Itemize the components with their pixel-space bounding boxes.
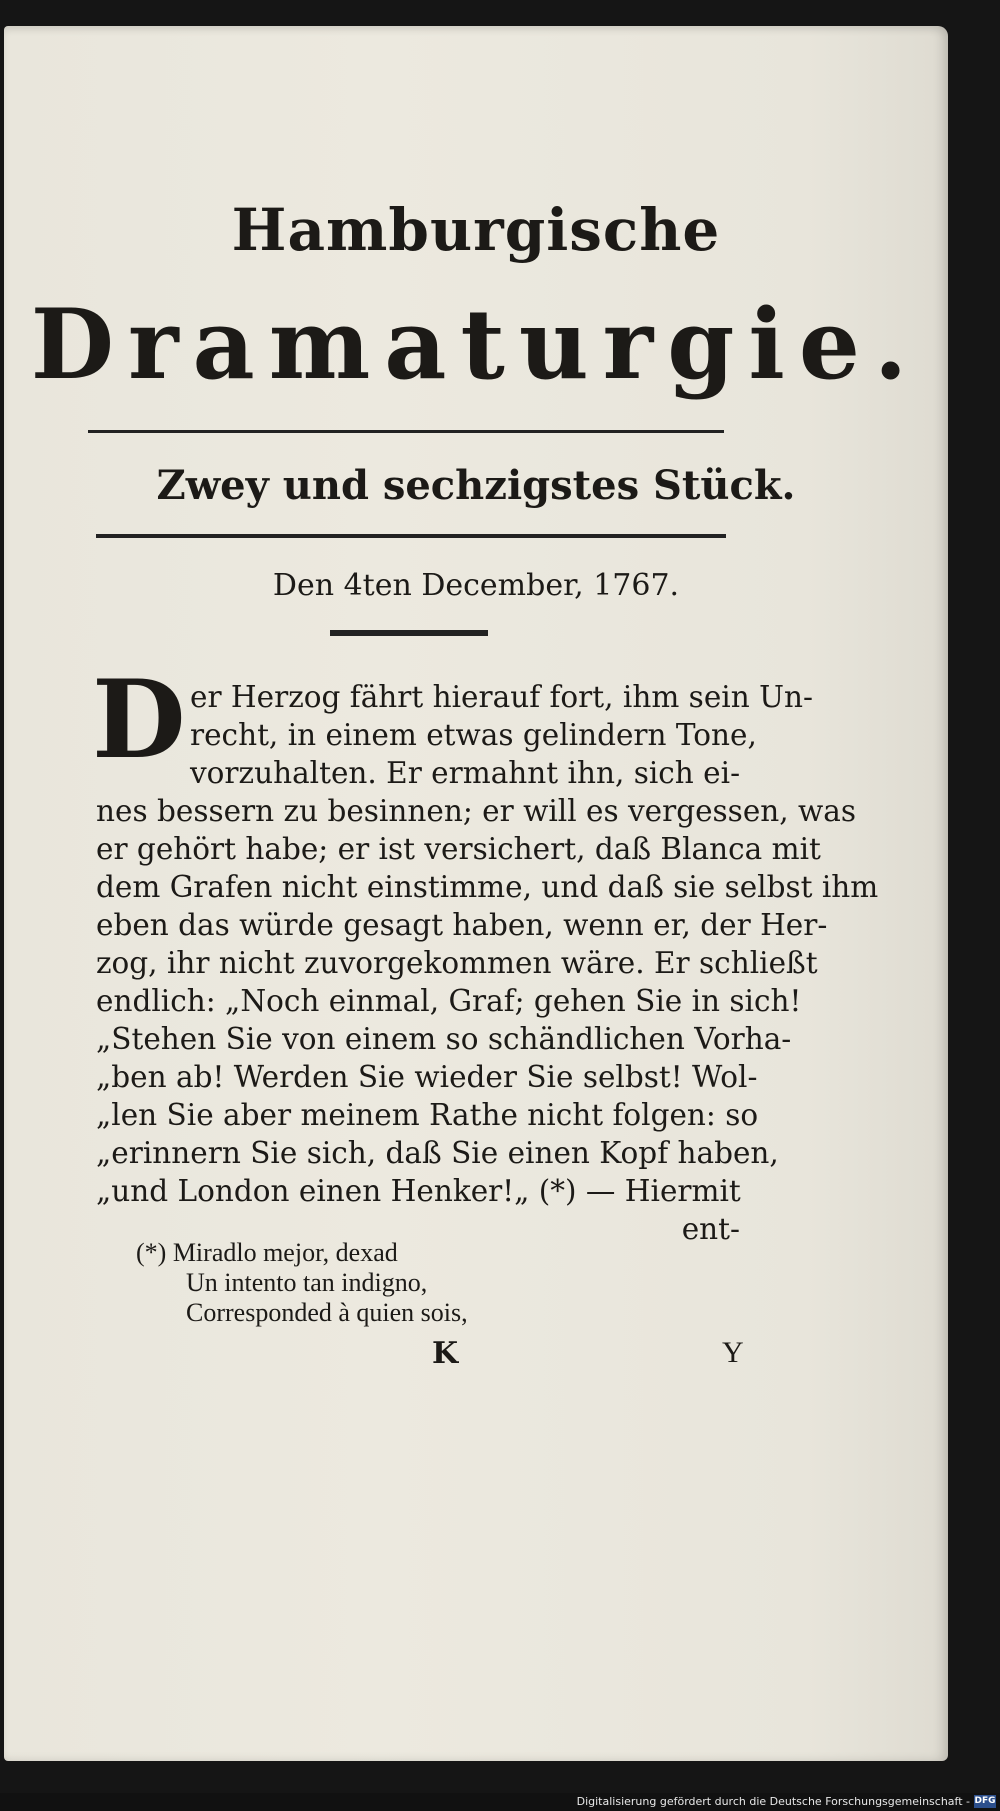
- body-line: „len Sie aber meinem Rathe nicht folgen: so: [96, 1098, 759, 1132]
- body-line: „erinnern Sie sich, daß Sie einen Kopf haben,: [96, 1136, 779, 1170]
- digitization-credit: Digitalisierung gefördert durch die Deutsche Forschungsgemeinschaft -: [576, 1795, 970, 1808]
- catchword: ent-: [681, 1212, 740, 1246]
- dfg-logo: DFG: [974, 1796, 996, 1806]
- middle-rule: [96, 534, 726, 538]
- body-line: endlich: „Noch einmal, Graf; gehen Sie in sich!: [96, 984, 802, 1018]
- top-rule: [88, 430, 724, 433]
- signature-letter: Y: [722, 1336, 744, 1369]
- body-line: eben das würde gesagt haben, wenn er, der Her-: [96, 908, 828, 942]
- body-line: dem Grafen nicht einstimme, und daß sie selbst ihm: [96, 870, 879, 904]
- issue-title: Zwey und sechzigstes Stück.: [156, 462, 796, 509]
- drop-cap: D: [92, 657, 186, 783]
- body-line: „ben ab! Werden Sie wieder Sie selbst! Wol-: [96, 1060, 758, 1094]
- body-line: er gehört habe; er ist versichert, daß Blanca mit: [96, 832, 821, 866]
- issue-date: Den 4ten December, 1767.: [272, 568, 680, 603]
- body-line: „und London einen Henker!„ (*) — Hiermit: [96, 1174, 741, 1208]
- book-page: [4, 26, 948, 1761]
- footnote-line: Corresponded à quien sois,: [186, 1298, 468, 1327]
- body-line: recht, in einem etwas gelindern Tone,: [190, 718, 757, 752]
- body-line: nes bessern zu besinnen; er will es vergessen, was: [96, 794, 857, 828]
- footnote-line: Un intento tan indigno,: [186, 1268, 428, 1297]
- ornament-rule: [330, 630, 488, 636]
- footnote-line: (*) Miradlo mejor, dexad: [136, 1238, 398, 1267]
- body-line: „Stehen Sie von einem so schändlichen Vorha-: [96, 1022, 792, 1056]
- body-line: vorzuhalten. Er ermahnt ihn, sich ei-: [190, 756, 741, 790]
- body-line: zog, ihr nicht zuvorgekommen wäre. Er schließt: [96, 946, 818, 980]
- title-line-2: Dramaturgie.: [30, 288, 922, 401]
- title-line-1: Hamburgische: [231, 196, 721, 264]
- signature-mark: K: [432, 1336, 459, 1371]
- body-line: er Herzog fährt hierauf fort, ihm sein Un-: [190, 680, 813, 714]
